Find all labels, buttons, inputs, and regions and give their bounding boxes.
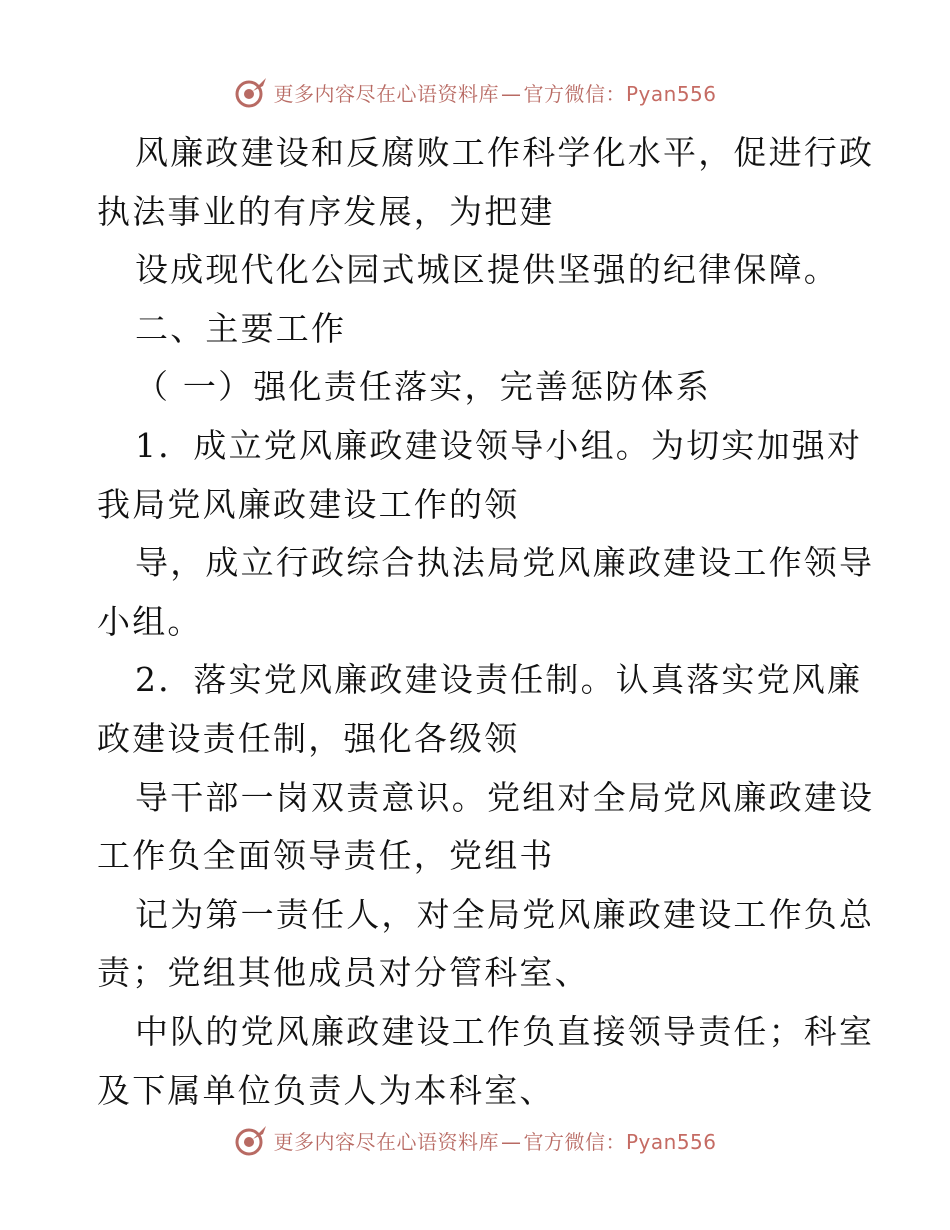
paragraph-line: 设成现代化公园式城区提供坚强的纪律保障。: [135, 250, 839, 290]
watermark-separator: —: [500, 1129, 522, 1154]
paragraph-line: 执法事业的有序发展，为把建: [97, 191, 555, 231]
watermark-text: [273, 1126, 716, 1155]
watermark-label: 官方微信：: [523, 81, 626, 106]
watermark-text: [273, 78, 716, 107]
subsection-heading: （ 一）强化责任落实，完善惩防体系: [135, 367, 711, 407]
paragraph-line: 导干部一岗双责意识。党组对全局党风廉政建设: [135, 777, 875, 817]
watermark-slogan: 更多内容尽在心语资料库: [273, 81, 499, 106]
paragraph-line: 政建设责任制，强化各级领: [97, 718, 520, 758]
paragraph-line: 小组。: [97, 601, 203, 641]
watermark-separator: —: [500, 81, 522, 106]
paragraph-line: 1．成立党风廉政建设领导小组。为切实加强对: [135, 425, 863, 465]
section-heading: 二、主要工作: [135, 308, 347, 348]
paragraph-line: 我局党风廉政建设工作的领: [97, 484, 520, 524]
paragraph-line: 导，成立行政综合执法局党风廉政建设工作领导: [135, 543, 875, 583]
paragraph-line: 2．落实党风廉政建设责任制。认真落实党风廉: [135, 660, 863, 700]
watermark-account: Pyan556: [625, 1129, 717, 1154]
footer-watermark: [0, 1120, 950, 1160]
quill-logo-icon: [233, 1122, 269, 1158]
watermark-label: 官方微信：: [523, 1129, 626, 1154]
quill-logo-icon: [233, 74, 269, 110]
paragraph-line: 记为第一责任人，对全局党风廉政建设工作负总: [135, 894, 875, 934]
header-watermark: [0, 72, 950, 112]
paragraph-line: 工作负全面领导责任，党组书: [97, 836, 555, 876]
paragraph-line: 责；党组其他成员对分管科室、: [97, 953, 590, 993]
paragraph-line: 风廉政建设和反腐败工作科学化水平，促进行政: [135, 133, 875, 172]
paragraph-line: 中队的党风廉政建设工作负直接领导责任；科室: [135, 1011, 875, 1051]
paragraph-line: 及下属单位负责人为本科室、: [97, 1070, 555, 1110]
watermark-account: Pyan556: [625, 81, 717, 106]
watermark-slogan: 更多内容尽在心语资料库: [273, 1129, 499, 1154]
document-body: [97, 124, 875, 1120]
